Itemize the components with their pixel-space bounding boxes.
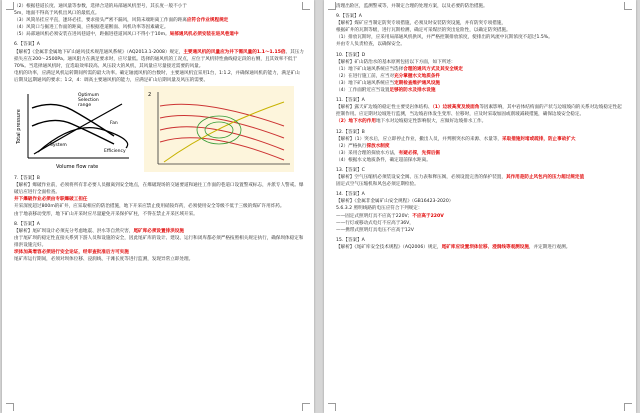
- explanation-10: 【解析】矿山防治水的基本原则包括以下方面，如下所述：: [336, 59, 456, 65]
- answer-7: 7.【答案】B: [14, 176, 40, 182]
- list-item: ——携带式照明灯具电压不应高于12V: [336, 227, 414, 233]
- explanation-9b: 根据矿井的瓦斯等级，进行瓦斯检测，确定可采煤层的突出危险性，以确定防突措施。: [336, 28, 511, 34]
- highlight: 应符合作业规程规定: [186, 18, 229, 24]
- explanation-11: 【解析】露天矿边坡的稳定性主要受岩体结构、（1）边坡高度及坡面角等因素影响，其中岩体结构面的产状与边坡坡向的关系对边坡稳定性起控制作用。应定期对边坡进行监测，当边坡岩体发生变形、位移时，应及时采取加固或削坡减载措施，确保边坡安全稳定。: [336, 105, 622, 118]
- explanation-12d: （4）根据水文地质条件，确定超前探水距离。: [336, 157, 431, 163]
- explanation-9: 【解析】煤矿应当制定防突专项措施，必须及时安装防突设施，并有防突专项措施，: [336, 21, 506, 27]
- crop-mark: [328, 403, 336, 411]
- explanation-6b: 电机的功率，应满足风机运转期间所需的最大功率。确定轴流风机的台数时，主要通风机宜采用1台，1:1.2，并确保通风机的能力，满足矿山后期及远期通风的要求；1:2，4：调高主要通风机的能力，应满足矿山后期风量及风压的需要。: [14, 70, 300, 83]
- answer-6: 6.【答案】A: [14, 42, 40, 48]
- highlight: 局部通风机必须安装在进风巷道中: [169, 32, 239, 38]
- answer-14: 14.【答案】A: [336, 192, 365, 198]
- text-line: （4）风筒口与掘进工作面的距离，应根据巷道断面、风机功率等因素确定。: [14, 25, 169, 31]
- explanation-8b: 由于尾矿坝的稳定性直接关系到下游人员和设施的安全，因此尾矿库的设计、建设、运行和闭库都必须严格按照相关规定执行，确保坝体稳定和排洪设施完好。: [14, 235, 304, 248]
- explanation-7d: 由于地表移动变形，地下矿山开采时应尽量避免开采保护矿柱，不得在禁止开采区域开采。: [14, 211, 198, 217]
- left-page: [2, 0, 314, 413]
- text-line: （2）根据巷道长度、通风量等参数，选择合适的局部通风机型号，其长度一般不小于: [14, 4, 187, 9]
- crop-mark: [6, 403, 14, 411]
- explanation-12b: （2）严格执行探放水制度: [336, 143, 390, 149]
- list-item: （1）地下矿山通风系统应当选择合理的通风方式及其安全规定: [336, 66, 463, 72]
- answer-15: 15.【答案】A: [336, 237, 365, 243]
- answer-9: 9.【答案】A: [336, 14, 362, 20]
- answer-12: 12.【答案】B: [336, 129, 365, 135]
- svg-text:Fan: Fan: [110, 121, 118, 127]
- text-line: （5）局部通风机必须安装在进风巷道中，距掘进巷道回风口不得小于10m。局部通风机必须安装在进风巷道中: [14, 32, 239, 38]
- text-line: 清理出险区，监测警戒等，并制定合理的处理方案，以及必要的防治措施。: [336, 4, 488, 9]
- right-page: [324, 0, 636, 413]
- svg-text:2: 2: [148, 92, 152, 99]
- explanation-11b: （2）地下水的作用地下水对边坡稳定性影响很大，应做好边坡排水工作。: [336, 119, 487, 125]
- crop-mark: [328, 2, 336, 10]
- x-axis-label: Volume flow rate: [56, 164, 99, 171]
- text-line: 5m，地面不得高于风机出风口的最低点。: [14, 11, 100, 17]
- explanation-15: 【解析】《尾矿库安全技术规程》（AQ2006）规定，尾矿库应设置坝体位移、浸润线等观测设施，并定期进行观测。: [336, 244, 571, 250]
- explanation-6: 【解析】《金属非金属地下矿山通风技术规范通风系统》（AQ2013.1-2008）规定，主要通风机的风量应为井下需风量的1.1～1.15倍。其压力损失应在200～2500Pa。通风阻力在满足要求时，应尽量低。选择的通风机的工况点，应位于风机特性曲线稳定段的右侧，且其效率不低于70%。当选择通风机时，宜选取效率较高、风压较大的风机，其风量应尽量接近需要的风量。: [14, 49, 304, 69]
- fan-performance-chart: [144, 86, 294, 172]
- explanation-12: 【解析】（1）突水后，应立即停止作业，撤出人员，并判断突水的来源、水量等，采取措施封堵或疏排，防止事故扩大: [336, 136, 576, 142]
- explanation-7c: 开采深度超过800m的矿井，应采取相应的防治措施，地下开采应禁止使用硝铵炸药，必须使用安全等级不低于三级的煤矿许用炸药。: [14, 204, 285, 210]
- answer-10: 10.【答案】D: [336, 52, 366, 58]
- crop-mark: [624, 403, 632, 411]
- explanation-9d: 并由专人负责检查，以确保安全。: [336, 42, 405, 48]
- crop-mark: [6, 2, 14, 10]
- answer-13: 13.【答案】C: [336, 167, 365, 173]
- explanation-8: 【解析】尾矿坝设计必须充分考虑地震、洪水等自然灾害，尾矿库必须设置排洪设施: [14, 228, 184, 234]
- crop-mark: [302, 403, 310, 411]
- list-item: （3）地下矿山通风系统应当定期检查维护通风设施: [336, 80, 441, 86]
- explanation-14: 【解析】《金属非金属矿山安全规程》（GB16423-2020）: [336, 199, 454, 205]
- explanation-9c: （1）排放瓦斯时，应采用局部通风机供风，并严格控制排放浓度，使排出的风流中瓦斯浓度不超过1.5%。: [336, 35, 553, 41]
- svg-text:range: range: [78, 103, 92, 109]
- svg-text:Efficiency: Efficiency: [104, 149, 126, 155]
- list-item: （4）工作面附近应当设置足够的防水及排水设施: [336, 88, 436, 94]
- list-item: ——行灯或移动式电灯不应高于36V，: [336, 220, 414, 226]
- explanation-8c: 坝体加高增容必须进行安全论证，经审查批准后方可实施: [14, 249, 129, 255]
- explanation-13b: 固定式空气压缩机和风包必须定期检验。: [336, 182, 419, 188]
- svg-text:Optimum: Optimum: [78, 93, 100, 99]
- svg-text:Selection: Selection: [78, 98, 99, 104]
- explanation-14b: 5.6.3.2 照明线路的电压应符合下列规定：: [336, 206, 423, 212]
- answer-8: 8.【答案】A: [14, 221, 40, 227]
- list-item: （2）在进行施工前，应当对充分掌握水文地质条件: [336, 73, 441, 79]
- explanation-13: 【解析】空气压缩机必须装设安全阀、压力表和释压阀，必须设置完善的保护装置，其作用是防止风包内的压力超过规定值: [336, 175, 585, 181]
- explanation-7: 【解析】爆破作业前，必须将所有非必要人员撤离到安全地点，在爆破现场的交通要道和通往工作面的巷道口设置警戒标志，并派专人警戒。爆破后应进行全面检查。: [14, 183, 304, 196]
- explanation-7b: 井下爆破作业必须由专职爆破工担任: [14, 197, 88, 203]
- fan-selection-chart: [14, 86, 134, 172]
- svg-text:System: System: [50, 143, 67, 149]
- list-item: ——固定式照明灯具不应高于220V；不应高于220V: [336, 213, 444, 219]
- text-line: （3）风筒吊挂应平直，逢环必挂，要求接头严密不漏风，风筒末端距离工作面的距离应符合作业规程规定: [14, 18, 229, 24]
- answer-11: 11.【答案】A: [336, 98, 365, 104]
- y-axis-label: Total pressure: [16, 109, 22, 145]
- explanation-8d: 尾矿库运行期间，必须对坝体位移、浸润线、干滩长度等进行监测，发现异常立即处理。: [14, 257, 194, 263]
- fan-curve-figures: [14, 86, 304, 172]
- explanation-12c: （3）采用合理的探放水方法，有疑必探，先探后掘: [336, 150, 441, 156]
